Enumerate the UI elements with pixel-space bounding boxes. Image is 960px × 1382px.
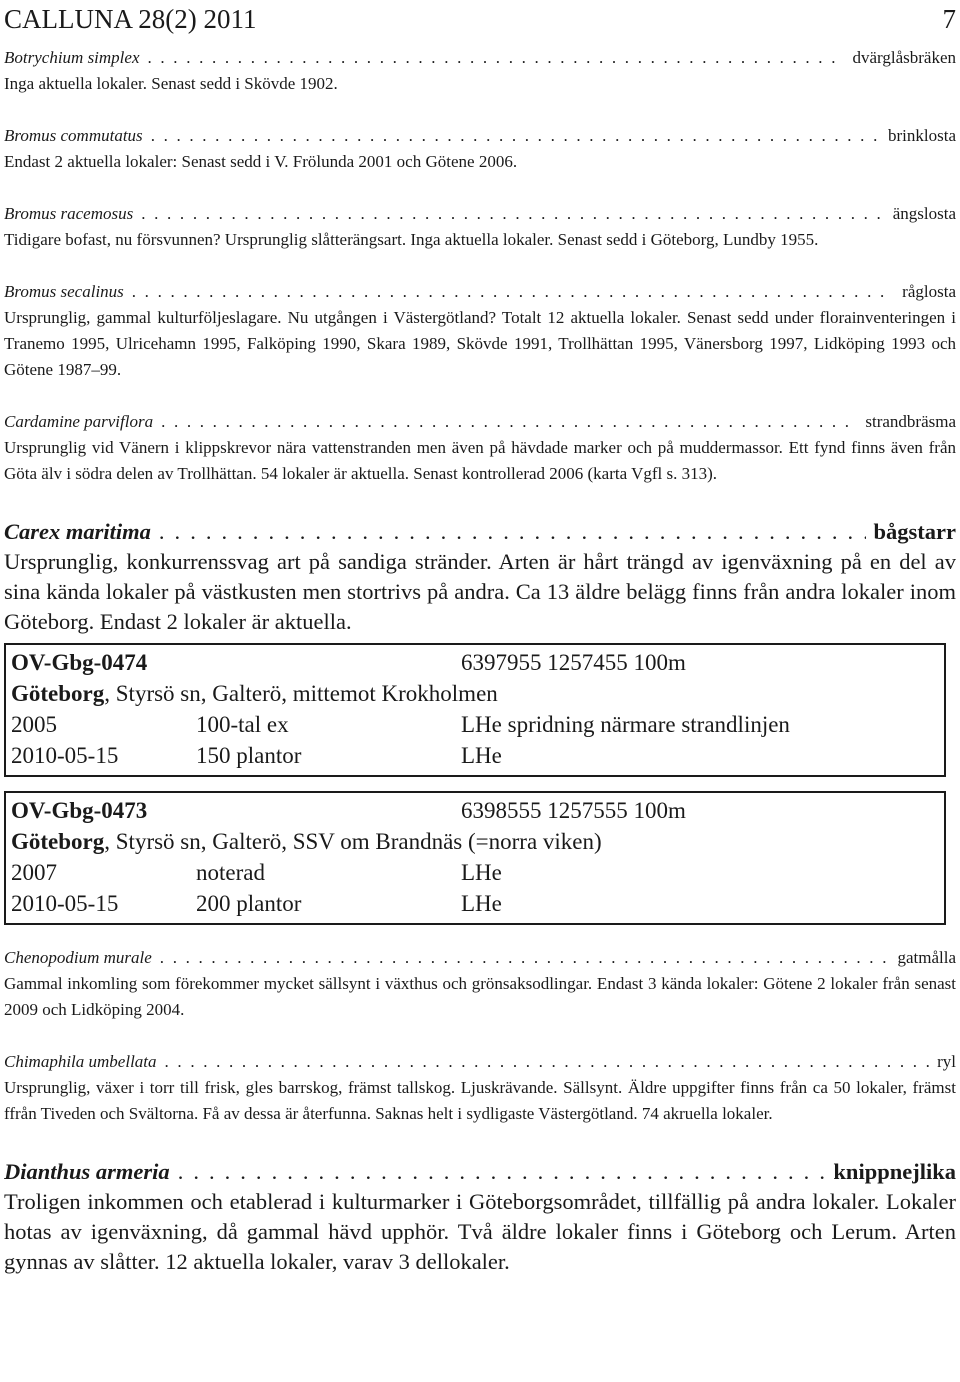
species-entry xyxy=(4,945,956,1023)
observation-count: 200 plantor xyxy=(196,891,302,916)
observation-note: LHe xyxy=(461,891,502,916)
latin-name: Bromus racemosus xyxy=(4,204,134,223)
record-header xyxy=(11,647,938,678)
species-description: Tidigare bofast, nu försvunnen? Ursprunglig slåtterängsart. Inga aktuella lokaler. Senast sedd i Göteborg, Lundby 1955. xyxy=(4,230,819,249)
species-description: Ursprunglig, gammal kulturföljeslagare. Nu utgången i Västergötland? Totalt 12 aktuella lokaler. Senast sedd under florainventeringen i Tranemo 1995, Ulricehamn 1995, Falköping 1990, Skara 1989, Skövde 1991, Trollhättan 1995, Vänersborg 1997, Lidköping 1993 och Götene 1987–99. xyxy=(4,308,956,379)
latin-name: Chenopodium murale xyxy=(4,948,152,967)
species-heading xyxy=(4,1049,956,1075)
record-locality-detail: , Styrsö sn, Galterö, mittemot Krokholmen xyxy=(104,681,498,706)
species-description: Gammal inkomling som förekommer mycket sällsynt i växthus och grönsaksodlingar. Endast 3 kända lokaler: Götene 2 lokaler från senast 2009 och Lidköping 2004. xyxy=(4,974,956,1019)
record-observation xyxy=(11,709,938,740)
observation-date: 2010-05-15 xyxy=(11,743,119,768)
record-locality-detail: , Styrsö sn, Galterö, SSV om Brandnäs (=norra viken) xyxy=(104,829,602,854)
page-number: 7 xyxy=(942,4,956,34)
locality-record xyxy=(4,791,946,925)
record-id: OV-Gbg-0474 xyxy=(11,650,148,675)
leader-dots xyxy=(132,279,894,305)
swedish-name: ryl xyxy=(937,1052,956,1071)
latin-name: Botrychium simplex xyxy=(4,48,140,67)
swedish-name: brinklosta xyxy=(888,126,956,145)
leader-dots xyxy=(148,45,845,71)
record-locality xyxy=(11,826,938,857)
leader-dots xyxy=(160,945,890,971)
species-entry-featured xyxy=(4,1157,956,1277)
leader-dots xyxy=(165,1049,930,1075)
leader-dots xyxy=(159,517,866,547)
swedish-name: råglosta xyxy=(902,282,956,301)
observation-note: LHe xyxy=(461,860,502,885)
observation-note: LHe xyxy=(461,743,502,768)
latin-name: Chimaphila umbellata xyxy=(4,1052,157,1071)
species-heading xyxy=(4,517,956,547)
latin-name: Carex maritima xyxy=(4,519,151,544)
leader-dots xyxy=(178,1157,826,1187)
swedish-name: ängslosta xyxy=(892,204,956,223)
page xyxy=(4,0,956,1277)
leader-dots xyxy=(141,201,884,227)
record-place: Göteborg xyxy=(11,829,105,854)
record-locality xyxy=(11,678,938,709)
species-description: Ursprunglig, växer i torr till frisk, gles barrskog, främst tallskog. Ljuskrävande. Sällsynt. Äldre uppgifter finns från ca 50 lokaler, främst ffrån Tiveden och Svältorna. Få av dessa är återfunna. Saknas helt i sydligaste Västergötland. 74 akruella lokaler. xyxy=(4,1078,956,1123)
species-heading xyxy=(4,1157,956,1187)
locality-record xyxy=(4,643,946,777)
record-observation xyxy=(11,857,938,888)
species-description: Ursprunglig vid Vänern i klippskrevor nära vattenstranden men även på hävdade marker och på muddermassor. Ett fynd finns även från Göta älv i södra delen av Trollhättan. 54 lokaler är aktuella. Senast kontrollerad 2006 (karta Vgfl s. 313). xyxy=(4,438,956,483)
swedish-name: knippnejlika xyxy=(833,1159,956,1184)
latin-name: Dianthus armeria xyxy=(4,1159,170,1184)
species-description: Ursprunglig, konkurrenssvag art på sandiga stränder. Arten är hårt trängd av igenväxning på en del av sina kända lokaler på västkusten men stortrivs på andra. Ca 13 äldre belägg finns från andra lokaler inom Göteborg. Endast 2 lokaler är aktuella. xyxy=(4,549,956,634)
species-entry xyxy=(4,409,956,487)
species-heading xyxy=(4,409,956,435)
species-entry xyxy=(4,123,956,175)
species-entry xyxy=(4,201,956,253)
observation-date: 2010-05-15 xyxy=(11,891,119,916)
swedish-name: gatmålla xyxy=(897,948,956,967)
latin-name: Bromus commutatus xyxy=(4,126,143,145)
swedish-name: strandbräsma xyxy=(865,412,956,431)
leader-dots xyxy=(161,409,857,435)
species-entry xyxy=(4,45,956,97)
latin-name: Bromus secalinus xyxy=(4,282,124,301)
species-heading xyxy=(4,45,956,71)
latin-name: Cardamine parviflora xyxy=(4,412,154,431)
record-observation xyxy=(11,888,938,919)
species-description: Inga aktuella lokaler. Senast sedd i Skövde 1902. xyxy=(4,74,338,93)
observation-date: 2005 xyxy=(11,712,57,737)
species-heading xyxy=(4,945,956,971)
leader-dots xyxy=(151,123,880,149)
species-entry xyxy=(4,1049,956,1127)
species-heading xyxy=(4,279,956,305)
observation-date: 2007 xyxy=(11,860,57,885)
species-description: Troligen inkommen och etablerad i kulturmarker i Göteborgsområdet, tillfällig på andra lokaler. Lokaler hotas av igenväxning, då gammal hävd upphör. Två äldre lokaler finns i Göteborg och Lerum. Arten gynnas av slåtter. 12 aktuella lokaler, varav 3 dellokaler. xyxy=(4,1189,956,1274)
species-heading xyxy=(4,123,956,149)
page-header xyxy=(4,0,956,36)
species-entry xyxy=(4,279,956,383)
record-place: Göteborg xyxy=(11,681,105,706)
observation-note: LHe spridning närmare strandlinjen xyxy=(461,712,790,737)
record-header xyxy=(11,795,938,826)
species-heading xyxy=(4,201,956,227)
record-id: OV-Gbg-0473 xyxy=(11,798,148,823)
swedish-name: bågstarr xyxy=(873,519,956,544)
species-description: Endast 2 aktuella lokaler: Senast sedd i V. Frölunda 2001 och Götene 2006. xyxy=(4,152,518,171)
record-observation xyxy=(11,740,938,771)
swedish-name: dvärglåsbräken xyxy=(852,48,956,67)
observation-count: 100-tal ex xyxy=(196,712,289,737)
species-entry-featured xyxy=(4,517,956,637)
record-coordinates: 6398555 1257555 100m xyxy=(461,798,686,823)
record-coordinates: 6397955 1257455 100m xyxy=(461,650,686,675)
observation-count: 150 plantor xyxy=(196,743,302,768)
journal-title: CALLUNA 28(2) 2011 xyxy=(4,4,257,34)
observation-count: noterad xyxy=(196,860,265,885)
